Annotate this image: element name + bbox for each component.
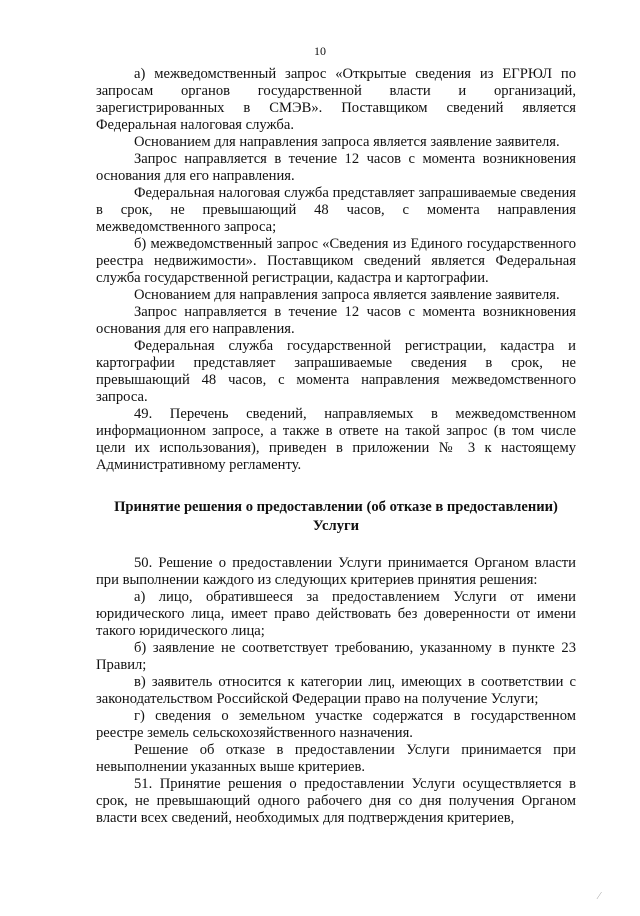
paragraph-51: 51. Принятие решения о предоставлении Услуги осуществляется в срок, не превышающий одного рабочего дня со дня получения Органом власти всех сведений, необходимых для подтверждения критериев, xyxy=(96,776,576,826)
criterion-a: а) лицо, обратившееся за предоставлением Услуги от имени юридического лица, имеет право действовать без доверенности от имени такого юридического лица; xyxy=(96,589,576,639)
paragraph-interagency-request-a: а) межведомственный запрос «Открытые сведения из ЕГРЮЛ по запросам органов государственной власти и организаций, зарегистрированных в СМЭВ». Поставщиком сведений является Федеральная налоговая служба. xyxy=(96,66,576,133)
paragraph-49: 49. Перечень сведений, направляемых в межведомственном информационном запросе, а также в ответе на такой запрос (в том числе цели их использования), приведен в приложении № 3 к настоящему Административному регламенту. xyxy=(96,406,576,473)
section-heading: Принятие решения о предоставлении (об отказе в предоставлении) Услуги xyxy=(114,499,558,534)
paragraph-registry-service-response: Федеральная служба государственной регистрации, кадастра и картографии представляет запрашиваемые сведения в срок, не превышающий 48 часов, с момента направления межведомственного запроса. xyxy=(96,338,576,405)
paragraph-basis: Основанием для направления запроса является заявление заявителя. xyxy=(134,287,560,303)
document-body xyxy=(96,66,576,827)
paragraph-request-timing: Запрос направляется в течение 12 часов с момента возникновения основания для его направления. xyxy=(96,304,576,337)
paragraph-basis: Основанием для направления запроса является заявление заявителя. xyxy=(134,134,560,150)
criterion-b: б) заявление не соответствует требованию, указанному в пункте 23 Правил; xyxy=(96,640,576,673)
paragraph-tax-service-response: Федеральная налоговая служба представляет запрашиваемые сведения в срок, не превышающий 48 часов, с момента направления межведомственного запроса; xyxy=(96,185,576,235)
criterion-d: г) сведения о земельном участке содержатся в государственном реестре земель сельскохозяйственного назначения. xyxy=(96,708,576,741)
scan-mark: ⁄ xyxy=(598,891,600,902)
paragraph-request-timing: Запрос направляется в течение 12 часов с момента возникновения основания для его направления. xyxy=(96,151,576,184)
criterion-c: в) заявитель относится к категории лиц, имеющих в соответствии с законодательством Российской Федерации право на получение Услуги; xyxy=(96,674,576,707)
paragraph-50: 50. Решение о предоставлении Услуги принимается Органом власти при выполнении каждого из следующих критериев принятия решения: xyxy=(96,555,576,588)
paragraph-interagency-request-b: б) межведомственный запрос «Сведения из Единого государственного реестра недвижимости». Поставщиком сведений является Федеральная служба государственной регистрации, кадастра и картографии. xyxy=(96,236,576,286)
paragraph-refusal-decision: Решение об отказе в предоставлении Услуги принимается при невыполнении указанных выше критериев. xyxy=(96,742,576,775)
page-number: 10 xyxy=(314,44,326,58)
